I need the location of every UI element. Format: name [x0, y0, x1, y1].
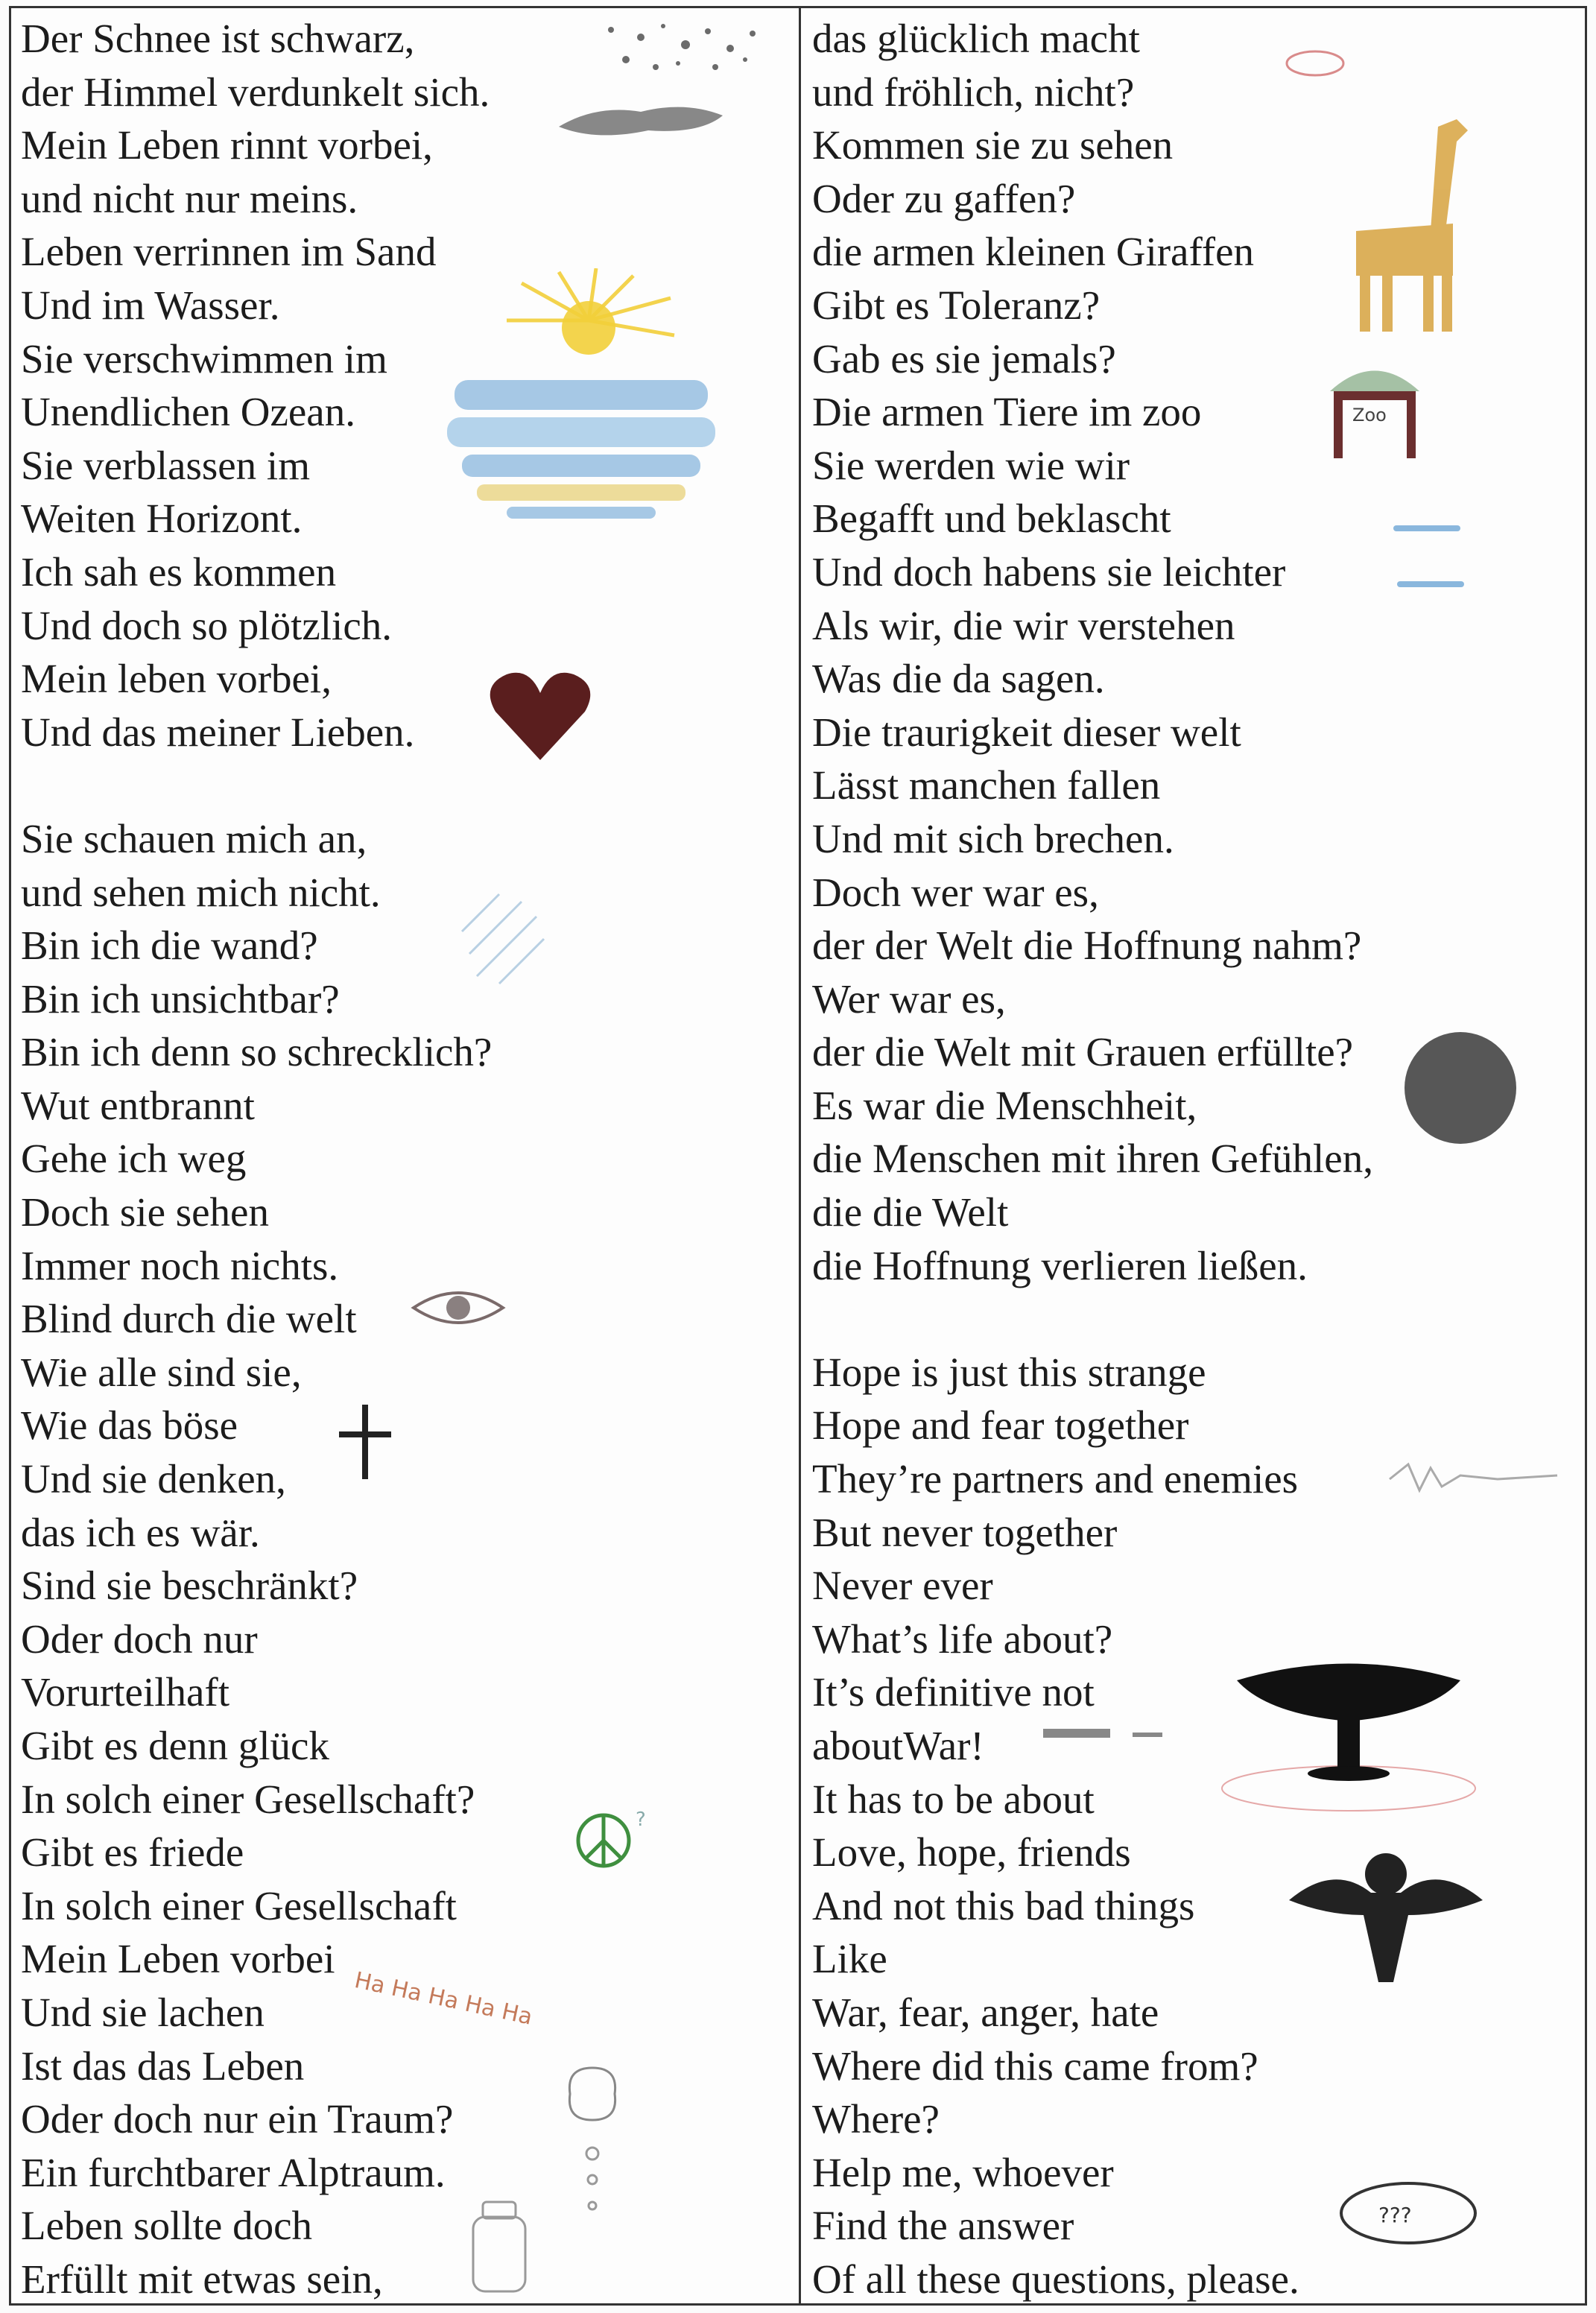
- svg-text:Zoo: Zoo: [1352, 405, 1387, 425]
- right-poem-line: Hope and fear together: [812, 1402, 1189, 1449]
- left-poem-line: Vorurteilhaft: [21, 1669, 230, 1715]
- right-poem-line: der die Welt mit Grauen erfüllte?: [812, 1029, 1354, 1075]
- eye-doodle: [410, 1282, 507, 1334]
- left-poem-line: Ist das das Leben: [21, 2043, 305, 2089]
- right-poem-line: Es war die Menschheit,: [812, 1082, 1197, 1128]
- right-poem-line: Help me, whoever: [812, 2149, 1114, 2195]
- right-poem-line: Kommen sie zu sehen: [812, 122, 1174, 168]
- left-poem-line: Oder doch nur: [21, 1616, 258, 1662]
- right-poem-line: Like: [812, 1936, 887, 1982]
- left-poem-line: Oder doch nur ein Traum?: [21, 2096, 454, 2142]
- left-column: [21, 12, 492, 2306]
- left-poem-line: Mein leben vorbei,: [21, 656, 332, 702]
- left-poem-line: Bin ich denn so schrecklich?: [21, 1029, 493, 1075]
- heart-doodle: [484, 663, 596, 768]
- right-poem-line: Begafft und beklascht: [812, 496, 1171, 542]
- left-poem-line: und sehen mich nicht.: [21, 869, 381, 915]
- left-poem-line: Und sie denken,: [21, 1456, 286, 1502]
- right-poem-line: Und mit sich brechen.: [812, 815, 1174, 861]
- peace-icon: [570, 1803, 652, 1878]
- lips-doodle: [1282, 45, 1349, 82]
- left-poem-line: Und im Wasser.: [21, 282, 280, 328]
- right-poem-line: die Menschen mit ihren Gefühlen,: [812, 1136, 1373, 1182]
- right-poem-line: die Hoffnung verlieren ließen.: [812, 1242, 1308, 1288]
- left-poem-line: Sind sie beschränkt?: [21, 1563, 358, 1609]
- scribble-doodle: [455, 887, 551, 991]
- left-poem-line: Bin ich die wand?: [21, 923, 318, 969]
- right-poem-line: die die Welt: [812, 1189, 1009, 1235]
- right-poem-line: War, fear, anger, hate: [812, 1989, 1159, 2035]
- right-poem-line: Find the answer: [812, 2203, 1074, 2249]
- mushroom-cloud-doodle: [1207, 1654, 1490, 1818]
- right-poem-line: Doch wer war es,: [812, 869, 1099, 915]
- left-poem-line: Sie verblassen im: [21, 442, 310, 488]
- dark-sphere-doodle: [1386, 1021, 1535, 1155]
- left-poem-line: Wie alle sind sie,: [21, 1349, 302, 1395]
- right-poem-line: das glücklich macht: [812, 16, 1140, 61]
- gun-doodle: [1036, 1721, 1170, 1751]
- left-poem-line: Der Schnee ist schwarz,: [21, 16, 415, 61]
- cross-doodle: [332, 1401, 399, 1483]
- left-poem-line: In solch einer Gesellschaft?: [21, 1776, 475, 1822]
- left-poem-line: Wut entbrannt: [21, 1082, 255, 1128]
- right-poem-line: Sie werden wie wir: [812, 442, 1130, 488]
- left-poem-line: In solch einer Gesellschaft: [21, 1882, 457, 1928]
- left-poem-line: Blind durch die welt: [21, 1296, 357, 1342]
- left-poem-line: Leben verrinnen im Sand: [21, 229, 437, 275]
- left-poem-line: Und doch so plötzlich.: [21, 602, 392, 648]
- right-poem-line: [812, 1292, 1373, 1346]
- right-poem-line: Never ever: [812, 1563, 993, 1609]
- right-poem-line: But never together: [812, 1509, 1118, 1555]
- dark-cloud-doodle: [551, 89, 730, 149]
- thought-cloud-doodle: [559, 2057, 626, 2236]
- left-poem-line: Ich sah es kommen: [21, 548, 337, 595]
- dots-doodle: [596, 15, 782, 82]
- left-poem-line: Weiten Horizont.: [21, 496, 303, 542]
- column-divider: [799, 6, 801, 2306]
- left-poem-line: Sie verschwimmen im: [21, 335, 387, 382]
- right-poem-line: They’re partners and enemies: [812, 1456, 1299, 1502]
- bat-doodle: [1282, 1833, 1490, 2012]
- left-poem-line: Unendlichen Ozean.: [21, 389, 355, 435]
- left-poem-line: Und das meiner Lieben.: [21, 709, 415, 755]
- left-poem-line: Gibt es friede: [21, 1829, 244, 1876]
- right-poem-line: Where did this came from?: [812, 2043, 1258, 2089]
- jar-doodle: [462, 2195, 536, 2299]
- right-poem-line: Die armen Tiere im zoo: [812, 389, 1202, 435]
- left-poem-line: das ich es wär.: [21, 1509, 260, 1555]
- left-poem-line: Erfüllt mit etwas sein,: [21, 2256, 383, 2302]
- right-poem-line: Oder zu gaffen?: [812, 175, 1076, 221]
- left-poem-line: Leben sollte doch: [21, 2203, 312, 2249]
- left-poem-line: Wie das böse: [21, 1402, 238, 1449]
- sketch-lines-doodle: [1386, 1453, 1565, 1505]
- left-poem-line: Gibt es denn glück: [21, 1723, 329, 1768]
- left-poem-line: Mein Leben rinnt vorbei,: [21, 122, 433, 168]
- left-poem-line: Gehe ich weg: [21, 1136, 247, 1182]
- left-poem-line: Mein Leben vorbei: [21, 1936, 335, 1982]
- left-poem-line: Ein furchtbarer Alptraum.: [21, 2149, 446, 2195]
- right-poem-line: Where?: [812, 2096, 940, 2142]
- right-poem-line: It’s definitive not: [812, 1669, 1095, 1715]
- right-poem-line: und fröhlich, nicht?: [812, 69, 1135, 115]
- sun-doodle: [492, 268, 685, 373]
- right-poem-line: Love, hope, friends: [812, 1829, 1131, 1876]
- left-poem-line: Bin ich unsichtbar?: [21, 975, 340, 1022]
- svg-text:???: ???: [1378, 2203, 1412, 2227]
- right-poem-line: Als wir, die wir verstehen: [812, 602, 1235, 648]
- left-poem-line: [21, 759, 492, 812]
- speech-bubble-doodle: [1334, 2176, 1483, 2258]
- left-poem-line: Und sie lachen: [21, 1989, 265, 2035]
- giraffe-doodle: [1326, 112, 1498, 335]
- right-poem-line: Hope is just this strange: [812, 1349, 1206, 1395]
- right-poem-line: Gibt es Toleranz?: [812, 282, 1101, 328]
- left-poem-line: und nicht nur meins.: [21, 175, 358, 221]
- right-poem-line: And not this bad things: [812, 1882, 1195, 1928]
- laughter-scribble: Ha Ha Ha Ha Ha: [352, 1967, 535, 2031]
- right-poem-line: Was die da sagen.: [812, 656, 1105, 702]
- left-poem-line: Sie schauen mich an,: [21, 815, 367, 861]
- svg-text:?: ?: [636, 1809, 646, 1831]
- right-poem-line: die armen kleinen Giraffen: [812, 229, 1255, 275]
- right-poem-line: It has to be about: [812, 1776, 1095, 1822]
- right-poem-line: What’s life about?: [812, 1616, 1113, 1662]
- right-poem-line: Gab es sie jemals?: [812, 335, 1116, 382]
- right-poem-line: aboutWar!: [812, 1723, 984, 1768]
- left-poem-line: Doch sie sehen: [21, 1189, 269, 1235]
- left-poem-line: Immer noch nichts.: [21, 1242, 339, 1288]
- right-poem-line: Und doch habens sie leichter: [812, 548, 1286, 595]
- left-poem-line: der Himmel verdunkelt sich.: [21, 69, 490, 115]
- ocean-doodle: [447, 365, 715, 537]
- right-poem-line: der der Welt die Hoffnung nahm?: [812, 923, 1362, 969]
- zoo-sign-doodle: [1319, 350, 1431, 462]
- right-poem-line: Of all these questions, please.: [812, 2256, 1299, 2302]
- right-poem-line: Die traurigkeit dieser welt: [812, 709, 1241, 755]
- right-poem-line: Wer war es,: [812, 975, 1006, 1022]
- right-poem-line: Lässt manchen fallen: [812, 762, 1161, 809]
- water-lines-doodle: [1386, 514, 1475, 604]
